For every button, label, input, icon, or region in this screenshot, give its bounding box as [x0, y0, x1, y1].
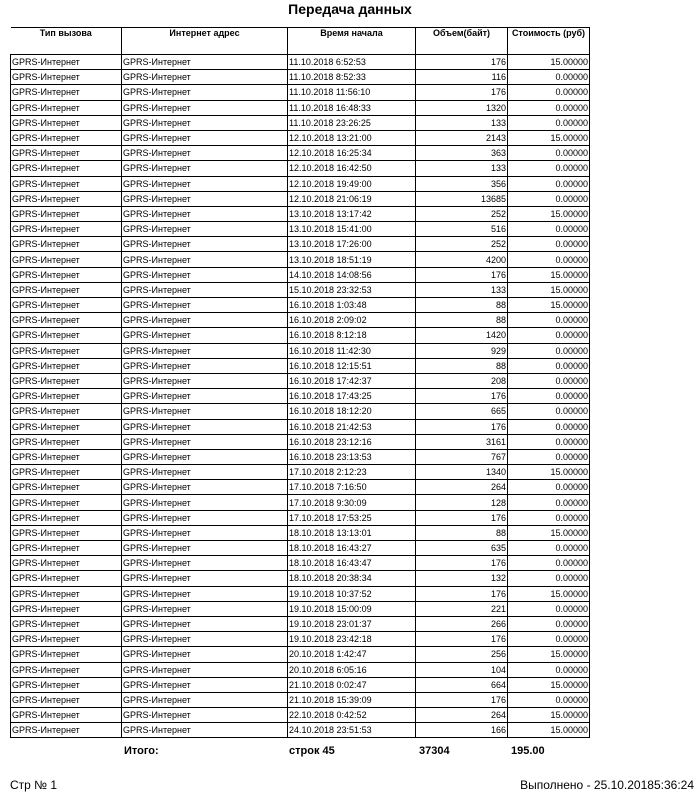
cost-cell: 0.00000: [508, 176, 590, 191]
table-row: [11, 313, 590, 328]
table-row: [11, 434, 590, 449]
internet-address-cell: GPRS-Интернет: [122, 161, 288, 176]
cost-cell: 0.00000: [508, 252, 590, 267]
internet-address-cell: GPRS-Интернет: [122, 510, 288, 525]
cost-cell: 15.00000: [508, 525, 590, 540]
internet-address-cell: GPRS-Интернет: [122, 55, 288, 70]
internet-address-cell: GPRS-Интернет: [122, 419, 288, 434]
internet-address-cell: GPRS-Интернет: [122, 222, 288, 237]
call-type-cell: GPRS-Интернет: [11, 252, 122, 267]
cost-cell: 15.00000: [508, 130, 590, 145]
internet-address-cell: GPRS-Интернет: [122, 298, 288, 313]
call-type-cell: GPRS-Интернет: [11, 237, 122, 252]
table-row: [11, 237, 590, 252]
internet-address-cell: GPRS-Интернет: [122, 100, 288, 115]
cost-cell: 15.00000: [508, 647, 590, 662]
table-row: [11, 708, 590, 723]
volume-cell: 635: [416, 541, 508, 556]
call-type-cell: GPRS-Интернет: [11, 191, 122, 206]
cost-cell: 15.00000: [508, 298, 590, 313]
start-time-cell: 13.10.2018 17:26:00: [288, 237, 416, 252]
call-type-cell: GPRS-Интернет: [11, 556, 122, 571]
table-row: [11, 115, 590, 130]
volume-cell: 264: [416, 480, 508, 495]
cost-cell: 0.00000: [508, 358, 590, 373]
totals-label: Итого:: [124, 745, 159, 757]
table-row: [11, 601, 590, 616]
start-time-cell: 24.10.2018 23:51:53: [288, 723, 416, 738]
volume-cell: 176: [416, 267, 508, 282]
cost-cell: 0.00000: [508, 191, 590, 206]
volume-cell: 176: [416, 85, 508, 100]
volume-cell: 363: [416, 146, 508, 161]
volume-cell: 132: [416, 571, 508, 586]
volume-cell: 3161: [416, 434, 508, 449]
table-row: [11, 723, 590, 738]
volume-cell: 767: [416, 449, 508, 464]
start-time-cell: 18.10.2018 20:38:34: [288, 571, 416, 586]
table-row: [11, 298, 590, 313]
completed-timestamp: Выполнено - 25.10.20185:36:24: [520, 778, 694, 792]
volume-cell: 133: [416, 115, 508, 130]
table-row: [11, 70, 590, 85]
table-row: [11, 206, 590, 221]
call-type-cell: GPRS-Интернет: [11, 313, 122, 328]
internet-address-cell: GPRS-Интернет: [122, 465, 288, 480]
volume-cell: 88: [416, 313, 508, 328]
table-row: [11, 556, 590, 571]
call-type-cell: GPRS-Интернет: [11, 100, 122, 115]
volume-cell: 176: [416, 692, 508, 707]
cost-cell: 15.00000: [508, 708, 590, 723]
start-time-cell: 19.10.2018 15:00:09: [288, 601, 416, 616]
call-type-cell: GPRS-Интернет: [11, 708, 122, 723]
call-type-cell: GPRS-Интернет: [11, 632, 122, 647]
cost-cell: 15.00000: [508, 677, 590, 692]
cost-cell: 15.00000: [508, 723, 590, 738]
table-row: [11, 677, 590, 692]
internet-address-cell: GPRS-Интернет: [122, 206, 288, 221]
internet-address-cell: GPRS-Интернет: [122, 389, 288, 404]
cost-cell: 0.00000: [508, 146, 590, 161]
start-time-cell: 16.10.2018 1:03:48: [288, 298, 416, 313]
call-type-cell: GPRS-Интернет: [11, 85, 122, 100]
table-header-row: [11, 28, 590, 55]
internet-address-cell: GPRS-Интернет: [122, 586, 288, 601]
call-type-cell: GPRS-Интернет: [11, 176, 122, 191]
call-type-cell: GPRS-Интернет: [11, 298, 122, 313]
call-type-cell: GPRS-Интернет: [11, 616, 122, 631]
call-type-cell: GPRS-Интернет: [11, 419, 122, 434]
cost-cell: 0.00000: [508, 237, 590, 252]
cost-cell: 15.00000: [508, 586, 590, 601]
start-time-cell: 11.10.2018 23:26:25: [288, 115, 416, 130]
volume-cell: 256: [416, 647, 508, 662]
column-header-start-time: Время начала: [288, 28, 416, 55]
internet-address-cell: GPRS-Интернет: [122, 267, 288, 282]
cost-cell: 0.00000: [508, 70, 590, 85]
volume-cell: 516: [416, 222, 508, 237]
call-type-cell: GPRS-Интернет: [11, 404, 122, 419]
start-time-cell: 17.10.2018 17:53:25: [288, 510, 416, 525]
internet-address-cell: GPRS-Интернет: [122, 176, 288, 191]
internet-address-cell: GPRS-Интернет: [122, 191, 288, 206]
internet-address-cell: GPRS-Интернет: [122, 373, 288, 388]
internet-address-cell: GPRS-Интернет: [122, 480, 288, 495]
volume-cell: 264: [416, 708, 508, 723]
cost-cell: 0.00000: [508, 449, 590, 464]
table-row: [11, 100, 590, 115]
volume-cell: 4200: [416, 252, 508, 267]
table-row: [11, 343, 590, 358]
call-type-cell: GPRS-Интернет: [11, 55, 122, 70]
call-type-cell: GPRS-Интернет: [11, 541, 122, 556]
start-time-cell: 16.10.2018 21:42:53: [288, 419, 416, 434]
cost-cell: 0.00000: [508, 343, 590, 358]
volume-cell: 104: [416, 662, 508, 677]
call-type-cell: GPRS-Интернет: [11, 571, 122, 586]
table-row: [11, 130, 590, 145]
internet-address-cell: GPRS-Интернет: [122, 237, 288, 252]
internet-address-cell: GPRS-Интернет: [122, 115, 288, 130]
table-row: [11, 495, 590, 510]
table-row: [11, 161, 590, 176]
table-row: [11, 419, 590, 434]
call-type-cell: GPRS-Интернет: [11, 525, 122, 540]
cost-cell: 0.00000: [508, 495, 590, 510]
start-time-cell: 18.10.2018 16:43:27: [288, 541, 416, 556]
internet-address-cell: GPRS-Интернет: [122, 525, 288, 540]
table-row: [11, 389, 590, 404]
cost-cell: 0.00000: [508, 404, 590, 419]
start-time-cell: 17.10.2018 2:12:23: [288, 465, 416, 480]
cost-cell: 0.00000: [508, 373, 590, 388]
call-type-cell: GPRS-Интернет: [11, 692, 122, 707]
internet-address-cell: GPRS-Интернет: [122, 662, 288, 677]
call-type-cell: GPRS-Интернет: [11, 601, 122, 616]
internet-address-cell: GPRS-Интернет: [122, 723, 288, 738]
cost-cell: 0.00000: [508, 389, 590, 404]
volume-cell: 221: [416, 601, 508, 616]
column-header-call-type: Тип вызова: [11, 28, 122, 55]
table-row: [11, 282, 590, 297]
cost-cell: 15.00000: [508, 282, 590, 297]
cost-cell: 0.00000: [508, 161, 590, 176]
start-time-cell: 12.10.2018 13:21:00: [288, 130, 416, 145]
call-type-cell: GPRS-Интернет: [11, 222, 122, 237]
start-time-cell: 16.10.2018 23:12:16: [288, 434, 416, 449]
totals-cost: 195.00: [511, 745, 545, 757]
start-time-cell: 12.10.2018 16:25:34: [288, 146, 416, 161]
start-time-cell: 16.10.2018 17:42:37: [288, 373, 416, 388]
internet-address-cell: GPRS-Интернет: [122, 85, 288, 100]
call-type-cell: GPRS-Интернет: [11, 449, 122, 464]
volume-cell: 13685: [416, 191, 508, 206]
call-type-cell: GPRS-Интернет: [11, 677, 122, 692]
start-time-cell: 13.10.2018 18:51:19: [288, 252, 416, 267]
cost-cell: 0.00000: [508, 571, 590, 586]
internet-address-cell: GPRS-Интернет: [122, 146, 288, 161]
call-type-cell: GPRS-Интернет: [11, 328, 122, 343]
internet-address-cell: GPRS-Интернет: [122, 541, 288, 556]
call-type-cell: GPRS-Интернет: [11, 662, 122, 677]
table-row: [11, 541, 590, 556]
cost-cell: 0.00000: [508, 510, 590, 525]
volume-cell: 356: [416, 176, 508, 191]
start-time-cell: 16.10.2018 11:42:30: [288, 343, 416, 358]
internet-address-cell: GPRS-Интернет: [122, 449, 288, 464]
column-header-volume: Объем(байт): [416, 28, 508, 55]
start-time-cell: 12.10.2018 16:42:50: [288, 161, 416, 176]
totals-row-count: строк 45: [289, 745, 335, 757]
cost-cell: 15.00000: [508, 55, 590, 70]
table-row: [11, 267, 590, 282]
internet-address-cell: GPRS-Интернет: [122, 252, 288, 267]
table-row: [11, 647, 590, 662]
cost-cell: 0.00000: [508, 616, 590, 631]
table-row: [11, 404, 590, 419]
table-row: [11, 373, 590, 388]
cost-cell: 0.00000: [508, 100, 590, 115]
table-row: [11, 662, 590, 677]
cost-cell: 0.00000: [508, 222, 590, 237]
report-title: Передача данных: [288, 1, 412, 17]
start-time-cell: 11.10.2018 16:48:33: [288, 100, 416, 115]
start-time-cell: 19.10.2018 10:37:52: [288, 586, 416, 601]
cost-cell: 0.00000: [508, 313, 590, 328]
cost-cell: 15.00000: [508, 465, 590, 480]
internet-address-cell: GPRS-Интернет: [122, 556, 288, 571]
table-row: [11, 252, 590, 267]
table-row: [11, 328, 590, 343]
start-time-cell: 19.10.2018 23:42:18: [288, 632, 416, 647]
volume-cell: 128: [416, 495, 508, 510]
table-row: [11, 525, 590, 540]
volume-cell: 176: [416, 55, 508, 70]
start-time-cell: 18.10.2018 16:43:47: [288, 556, 416, 571]
internet-address-cell: GPRS-Интернет: [122, 677, 288, 692]
start-time-cell: 13.10.2018 13:17:42: [288, 206, 416, 221]
totals-volume: 37304: [419, 745, 450, 757]
table-row: [11, 586, 590, 601]
call-type-cell: GPRS-Интернет: [11, 161, 122, 176]
volume-cell: 176: [416, 389, 508, 404]
call-type-cell: GPRS-Интернет: [11, 465, 122, 480]
call-type-cell: GPRS-Интернет: [11, 358, 122, 373]
start-time-cell: 21.10.2018 0:02:47: [288, 677, 416, 692]
start-time-cell: 16.10.2018 8:12:18: [288, 328, 416, 343]
volume-cell: 88: [416, 525, 508, 540]
table-row: [11, 222, 590, 237]
internet-address-cell: GPRS-Интернет: [122, 282, 288, 297]
cost-cell: 0.00000: [508, 662, 590, 677]
internet-address-cell: GPRS-Интернет: [122, 601, 288, 616]
start-time-cell: 12.10.2018 21:06:19: [288, 191, 416, 206]
table-row: [11, 85, 590, 100]
table-row: [11, 480, 590, 495]
internet-address-cell: GPRS-Интернет: [122, 632, 288, 647]
internet-address-cell: GPRS-Интернет: [122, 404, 288, 419]
volume-cell: 176: [416, 632, 508, 647]
cost-cell: 15.00000: [508, 206, 590, 221]
page-number: Стр № 1: [10, 778, 58, 792]
start-time-cell: 11.10.2018 11:56:10: [288, 85, 416, 100]
volume-cell: 176: [416, 510, 508, 525]
column-header-internet-address: Интернет адрес: [122, 28, 288, 55]
call-type-cell: GPRS-Интернет: [11, 115, 122, 130]
call-type-cell: GPRS-Интернет: [11, 267, 122, 282]
start-time-cell: 21.10.2018 15:39:09: [288, 692, 416, 707]
volume-cell: 252: [416, 237, 508, 252]
volume-cell: 929: [416, 343, 508, 358]
table-row: [11, 632, 590, 647]
table-row: [11, 449, 590, 464]
table-row: [11, 358, 590, 373]
start-time-cell: 16.10.2018 23:13:53: [288, 449, 416, 464]
start-time-cell: 16.10.2018 18:12:20: [288, 404, 416, 419]
internet-address-cell: GPRS-Интернет: [122, 495, 288, 510]
volume-cell: 166: [416, 723, 508, 738]
internet-address-cell: GPRS-Интернет: [122, 343, 288, 358]
call-type-cell: GPRS-Интернет: [11, 434, 122, 449]
cost-cell: 0.00000: [508, 434, 590, 449]
volume-cell: 88: [416, 298, 508, 313]
start-time-cell: 16.10.2018 17:43:25: [288, 389, 416, 404]
cost-cell: 15.00000: [508, 267, 590, 282]
internet-address-cell: GPRS-Интернет: [122, 70, 288, 85]
call-type-cell: GPRS-Интернет: [11, 723, 122, 738]
start-time-cell: 15.10.2018 23:32:53: [288, 282, 416, 297]
cost-cell: 0.00000: [508, 419, 590, 434]
volume-cell: 252: [416, 206, 508, 221]
start-time-cell: 19.10.2018 23:01:37: [288, 616, 416, 631]
start-time-cell: 16.10.2018 2:09:02: [288, 313, 416, 328]
volume-cell: 665: [416, 404, 508, 419]
cost-cell: 0.00000: [508, 601, 590, 616]
start-time-cell: 12.10.2018 19:49:00: [288, 176, 416, 191]
start-time-cell: 13.10.2018 15:41:00: [288, 222, 416, 237]
start-time-cell: 17.10.2018 9:30:09: [288, 495, 416, 510]
cost-cell: 0.00000: [508, 480, 590, 495]
call-type-cell: GPRS-Интернет: [11, 146, 122, 161]
volume-cell: 133: [416, 282, 508, 297]
data-transfer-table: [10, 27, 590, 738]
volume-cell: 176: [416, 556, 508, 571]
table-row: [11, 510, 590, 525]
internet-address-cell: GPRS-Интернет: [122, 313, 288, 328]
volume-cell: 664: [416, 677, 508, 692]
call-type-cell: GPRS-Интернет: [11, 510, 122, 525]
start-time-cell: 22.10.2018 0:42:52: [288, 708, 416, 723]
internet-address-cell: GPRS-Интернет: [122, 358, 288, 373]
internet-address-cell: GPRS-Интернет: [122, 708, 288, 723]
cost-cell: 0.00000: [508, 115, 590, 130]
volume-cell: 2143: [416, 130, 508, 145]
call-type-cell: GPRS-Интернет: [11, 70, 122, 85]
start-time-cell: 20.10.2018 1:42:47: [288, 647, 416, 662]
internet-address-cell: GPRS-Интернет: [122, 328, 288, 343]
call-type-cell: GPRS-Интернет: [11, 373, 122, 388]
table-body: [11, 55, 590, 738]
call-type-cell: GPRS-Интернет: [11, 586, 122, 601]
cost-cell: 0.00000: [508, 328, 590, 343]
column-header-cost: Стоимость (руб): [508, 28, 590, 55]
table-row: [11, 55, 590, 70]
start-time-cell: 20.10.2018 6:05:16: [288, 662, 416, 677]
call-type-cell: GPRS-Интернет: [11, 495, 122, 510]
table-row: [11, 146, 590, 161]
volume-cell: 1340: [416, 465, 508, 480]
table-row: [11, 465, 590, 480]
internet-address-cell: GPRS-Интернет: [122, 571, 288, 586]
call-type-cell: GPRS-Интернет: [11, 343, 122, 358]
volume-cell: 176: [416, 586, 508, 601]
table-row: [11, 616, 590, 631]
internet-address-cell: GPRS-Интернет: [122, 616, 288, 631]
table-row: [11, 191, 590, 206]
start-time-cell: 11.10.2018 6:52:53: [288, 55, 416, 70]
table-row: [11, 176, 590, 191]
internet-address-cell: GPRS-Интернет: [122, 647, 288, 662]
call-type-cell: GPRS-Интернет: [11, 282, 122, 297]
volume-cell: 133: [416, 161, 508, 176]
cost-cell: 0.00000: [508, 692, 590, 707]
cost-cell: 0.00000: [508, 556, 590, 571]
volume-cell: 208: [416, 373, 508, 388]
volume-cell: 1320: [416, 100, 508, 115]
call-type-cell: GPRS-Интернет: [11, 130, 122, 145]
volume-cell: 266: [416, 616, 508, 631]
table-row: [11, 571, 590, 586]
start-time-cell: 14.10.2018 14:08:56: [288, 267, 416, 282]
volume-cell: 1420: [416, 328, 508, 343]
call-type-cell: GPRS-Интернет: [11, 647, 122, 662]
volume-cell: 88: [416, 358, 508, 373]
start-time-cell: 11.10.2018 8:52:33: [288, 70, 416, 85]
volume-cell: 116: [416, 70, 508, 85]
cost-cell: 0.00000: [508, 85, 590, 100]
call-type-cell: GPRS-Интернет: [11, 389, 122, 404]
cost-cell: 0.00000: [508, 632, 590, 647]
call-type-cell: GPRS-Интернет: [11, 480, 122, 495]
internet-address-cell: GPRS-Интернет: [122, 130, 288, 145]
internet-address-cell: GPRS-Интернет: [122, 692, 288, 707]
table-row: [11, 692, 590, 707]
start-time-cell: 16.10.2018 12:15:51: [288, 358, 416, 373]
internet-address-cell: GPRS-Интернет: [122, 434, 288, 449]
cost-cell: 0.00000: [508, 541, 590, 556]
start-time-cell: 18.10.2018 13:13:01: [288, 525, 416, 540]
call-type-cell: GPRS-Интернет: [11, 206, 122, 221]
volume-cell: 176: [416, 419, 508, 434]
start-time-cell: 17.10.2018 7:16:50: [288, 480, 416, 495]
